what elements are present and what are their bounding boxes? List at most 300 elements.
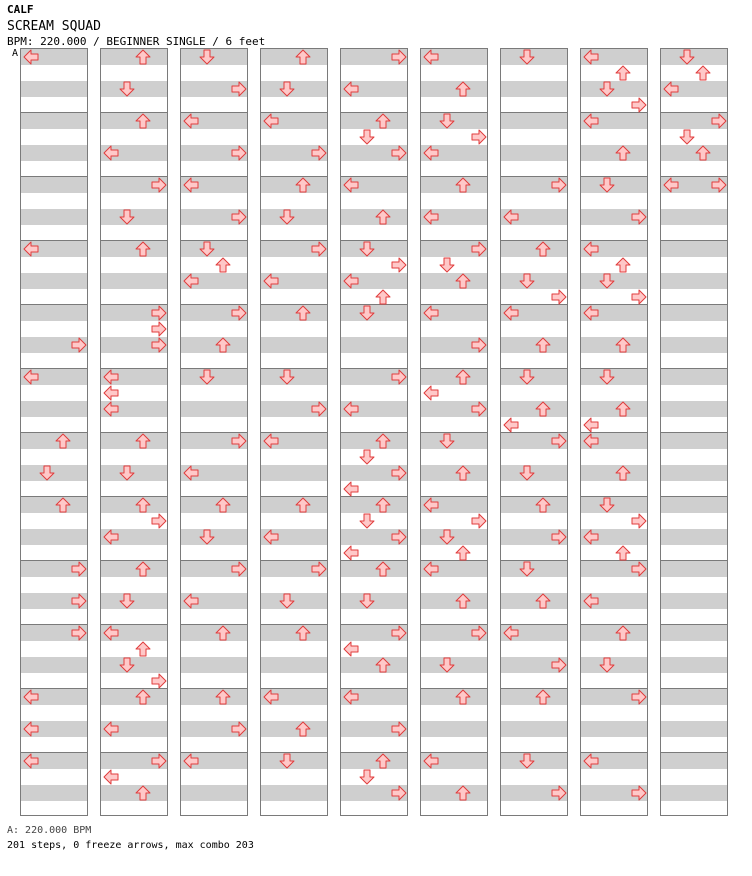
down-arrow-icon xyxy=(439,529,455,545)
left-arrow-icon xyxy=(423,209,439,225)
right-arrow-icon xyxy=(391,721,407,737)
left-arrow-icon xyxy=(183,113,199,129)
right-arrow-icon xyxy=(391,625,407,641)
step-stats: 201 steps, 0 freeze arrows, max combo 203 xyxy=(7,840,254,851)
up-arrow-icon xyxy=(615,465,631,481)
down-arrow-icon xyxy=(199,49,215,65)
up-arrow-icon xyxy=(455,465,471,481)
beat-stripe xyxy=(341,657,407,673)
down-arrow-icon xyxy=(199,369,215,385)
beat-stripe xyxy=(181,657,247,673)
measure-line xyxy=(101,240,167,241)
down-arrow-icon xyxy=(519,465,535,481)
measure-line xyxy=(661,560,727,561)
down-arrow-icon xyxy=(119,465,135,481)
left-arrow-icon xyxy=(583,529,599,545)
up-arrow-icon xyxy=(615,401,631,417)
beat-stripe xyxy=(101,241,167,257)
left-arrow-icon xyxy=(23,689,39,705)
right-arrow-icon xyxy=(151,673,167,689)
measure-line xyxy=(261,304,327,305)
measure-line xyxy=(181,496,247,497)
right-arrow-icon xyxy=(151,513,167,529)
right-arrow-icon xyxy=(471,401,487,417)
left-arrow-icon xyxy=(23,721,39,737)
left-arrow-icon xyxy=(423,49,439,65)
chart-column xyxy=(260,48,328,816)
up-arrow-icon xyxy=(295,497,311,513)
beat-stripe xyxy=(261,785,327,801)
up-arrow-icon xyxy=(455,593,471,609)
chart-column xyxy=(660,48,728,816)
down-arrow-icon xyxy=(599,81,615,97)
left-arrow-icon xyxy=(503,417,519,433)
left-arrow-icon xyxy=(103,529,119,545)
down-arrow-icon xyxy=(199,241,215,257)
right-arrow-icon xyxy=(471,241,487,257)
beat-stripe xyxy=(661,273,727,289)
bpm-change-marker: A xyxy=(12,48,19,59)
left-arrow-icon xyxy=(103,369,119,385)
down-arrow-icon xyxy=(359,129,375,145)
chart-column xyxy=(100,48,168,816)
measure-line xyxy=(341,752,407,753)
measure-line xyxy=(661,496,727,497)
up-arrow-icon xyxy=(375,497,391,513)
down-arrow-icon xyxy=(519,561,535,577)
left-arrow-icon xyxy=(23,753,39,769)
right-arrow-icon xyxy=(391,465,407,481)
measure-line xyxy=(341,432,407,433)
down-arrow-icon xyxy=(439,433,455,449)
chart-column xyxy=(180,48,248,816)
beat-stripe xyxy=(341,337,407,353)
up-arrow-icon xyxy=(375,289,391,305)
beat-stripe xyxy=(661,689,727,705)
beat-stripe xyxy=(421,689,487,705)
measure-line xyxy=(421,176,487,177)
beat-stripe xyxy=(21,81,87,97)
down-arrow-icon xyxy=(279,593,295,609)
down-arrow-icon xyxy=(359,769,375,785)
right-arrow-icon xyxy=(71,337,87,353)
beat-stripe xyxy=(661,593,727,609)
beat-stripe xyxy=(661,433,727,449)
beat-stripe xyxy=(581,625,647,641)
right-arrow-icon xyxy=(471,513,487,529)
measure-line xyxy=(101,496,167,497)
left-arrow-icon xyxy=(183,177,199,193)
chart-column xyxy=(20,48,88,816)
right-arrow-icon xyxy=(231,433,247,449)
right-arrow-icon xyxy=(631,561,647,577)
left-arrow-icon xyxy=(423,305,439,321)
right-arrow-icon xyxy=(151,305,167,321)
beat-stripe xyxy=(341,497,407,513)
up-arrow-icon xyxy=(375,657,391,673)
beat-stripe xyxy=(341,753,407,769)
beat-stripe xyxy=(661,785,727,801)
right-arrow-icon xyxy=(551,657,567,673)
measure-line xyxy=(661,432,727,433)
down-arrow-icon xyxy=(679,49,695,65)
beat-stripe xyxy=(101,433,167,449)
left-arrow-icon xyxy=(23,241,39,257)
beat-stripe xyxy=(21,113,87,129)
right-arrow-icon xyxy=(551,177,567,193)
measure-line xyxy=(261,624,327,625)
right-arrow-icon xyxy=(391,785,407,801)
beat-stripe xyxy=(21,273,87,289)
measure-line xyxy=(341,112,407,113)
beat-stripe xyxy=(181,785,247,801)
measure-line xyxy=(181,624,247,625)
beat-stripe xyxy=(661,497,727,513)
beat-stripe xyxy=(341,561,407,577)
beat-stripe xyxy=(501,721,567,737)
left-arrow-icon xyxy=(583,241,599,257)
beat-stripe xyxy=(21,785,87,801)
up-arrow-icon xyxy=(135,497,151,513)
beat-stripe xyxy=(501,497,567,513)
chart-column xyxy=(500,48,568,816)
down-arrow-icon xyxy=(279,209,295,225)
beat-stripe xyxy=(101,49,167,65)
up-arrow-icon xyxy=(615,145,631,161)
down-arrow-icon xyxy=(439,113,455,129)
up-arrow-icon xyxy=(295,721,311,737)
down-arrow-icon xyxy=(599,273,615,289)
measure-line xyxy=(101,112,167,113)
right-arrow-icon xyxy=(711,113,727,129)
left-arrow-icon xyxy=(503,625,519,641)
measure-line xyxy=(581,624,647,625)
measure-line xyxy=(661,368,727,369)
right-arrow-icon xyxy=(551,289,567,305)
up-arrow-icon xyxy=(135,433,151,449)
beat-stripe xyxy=(661,337,727,353)
beat-stripe xyxy=(181,401,247,417)
up-arrow-icon xyxy=(455,81,471,97)
beat-stripe xyxy=(21,657,87,673)
beat-stripe xyxy=(501,113,567,129)
measure-line xyxy=(661,624,727,625)
right-arrow-icon xyxy=(311,241,327,257)
measure-line xyxy=(661,752,727,753)
up-arrow-icon xyxy=(615,337,631,353)
measure-line xyxy=(421,368,487,369)
measure-line xyxy=(501,112,567,113)
beat-stripe xyxy=(181,689,247,705)
right-arrow-icon xyxy=(71,593,87,609)
right-arrow-icon xyxy=(551,785,567,801)
up-arrow-icon xyxy=(215,625,231,641)
beat-stripe xyxy=(421,273,487,289)
chart-info: BPM: 220.000 / BEGINNER SINGLE / 6 feet xyxy=(7,35,266,48)
beat-stripe xyxy=(661,561,727,577)
up-arrow-icon xyxy=(295,177,311,193)
beat-stripe xyxy=(501,401,567,417)
left-arrow-icon xyxy=(183,465,199,481)
right-arrow-icon xyxy=(151,753,167,769)
up-arrow-icon xyxy=(375,561,391,577)
up-arrow-icon xyxy=(375,433,391,449)
right-arrow-icon xyxy=(391,257,407,273)
left-arrow-icon xyxy=(583,305,599,321)
right-arrow-icon xyxy=(151,177,167,193)
beat-stripe xyxy=(261,625,327,641)
left-arrow-icon xyxy=(103,401,119,417)
left-arrow-icon xyxy=(663,81,679,97)
right-arrow-icon xyxy=(711,177,727,193)
left-arrow-icon xyxy=(103,145,119,161)
right-arrow-icon xyxy=(231,81,247,97)
up-arrow-icon xyxy=(55,433,71,449)
left-arrow-icon xyxy=(343,689,359,705)
down-arrow-icon xyxy=(359,305,375,321)
left-arrow-icon xyxy=(423,385,439,401)
beat-stripe xyxy=(661,529,727,545)
left-arrow-icon xyxy=(583,417,599,433)
down-arrow-icon xyxy=(519,273,535,289)
beat-stripe xyxy=(501,241,567,257)
beat-stripe xyxy=(581,401,647,417)
right-arrow-icon xyxy=(391,49,407,65)
up-arrow-icon xyxy=(135,241,151,257)
left-arrow-icon xyxy=(183,273,199,289)
up-arrow-icon xyxy=(535,593,551,609)
beat-stripe xyxy=(661,369,727,385)
up-arrow-icon xyxy=(215,337,231,353)
beat-stripe xyxy=(21,209,87,225)
left-arrow-icon xyxy=(343,81,359,97)
left-arrow-icon xyxy=(103,625,119,641)
beat-stripe xyxy=(661,753,727,769)
left-arrow-icon xyxy=(103,721,119,737)
right-arrow-icon xyxy=(471,625,487,641)
beat-stripe xyxy=(101,497,167,513)
down-arrow-icon xyxy=(359,513,375,529)
beat-stripe xyxy=(181,625,247,641)
up-arrow-icon xyxy=(535,337,551,353)
right-arrow-icon xyxy=(311,145,327,161)
left-arrow-icon xyxy=(23,369,39,385)
measure-line xyxy=(661,240,727,241)
right-arrow-icon xyxy=(151,321,167,337)
up-arrow-icon xyxy=(615,257,631,273)
beat-stripe xyxy=(261,657,327,673)
left-arrow-icon xyxy=(423,145,439,161)
beat-stripe xyxy=(341,433,407,449)
beat-stripe xyxy=(421,369,487,385)
right-arrow-icon xyxy=(231,721,247,737)
beat-stripe xyxy=(581,721,647,737)
chart-column xyxy=(580,48,648,816)
down-arrow-icon xyxy=(439,657,455,673)
down-arrow-icon xyxy=(119,209,135,225)
up-arrow-icon xyxy=(375,753,391,769)
up-arrow-icon xyxy=(375,113,391,129)
right-arrow-icon xyxy=(631,785,647,801)
beat-stripe xyxy=(21,497,87,513)
beat-stripe xyxy=(501,689,567,705)
left-arrow-icon xyxy=(263,113,279,129)
right-arrow-icon xyxy=(551,433,567,449)
up-arrow-icon xyxy=(135,49,151,65)
up-arrow-icon xyxy=(295,49,311,65)
left-arrow-icon xyxy=(343,545,359,561)
beat-stripe xyxy=(21,433,87,449)
beat-stripe xyxy=(21,177,87,193)
up-arrow-icon xyxy=(135,641,151,657)
left-arrow-icon xyxy=(423,497,439,513)
beat-stripe xyxy=(261,177,327,193)
beat-stripe xyxy=(101,561,167,577)
beat-stripe xyxy=(261,49,327,65)
up-arrow-icon xyxy=(695,145,711,161)
down-arrow-icon xyxy=(599,369,615,385)
up-arrow-icon xyxy=(295,625,311,641)
left-arrow-icon xyxy=(663,177,679,193)
right-arrow-icon xyxy=(631,97,647,113)
beat-stripe xyxy=(421,593,487,609)
left-arrow-icon xyxy=(583,49,599,65)
right-arrow-icon xyxy=(311,401,327,417)
right-arrow-icon xyxy=(631,289,647,305)
down-arrow-icon xyxy=(119,657,135,673)
left-arrow-icon xyxy=(503,305,519,321)
left-arrow-icon xyxy=(583,753,599,769)
beat-stripe xyxy=(581,145,647,161)
up-arrow-icon xyxy=(135,785,151,801)
beat-stripe xyxy=(21,145,87,161)
right-arrow-icon xyxy=(391,369,407,385)
up-arrow-icon xyxy=(375,209,391,225)
left-arrow-icon xyxy=(343,481,359,497)
right-arrow-icon xyxy=(631,209,647,225)
up-arrow-icon xyxy=(615,545,631,561)
measure-line xyxy=(261,176,327,177)
left-arrow-icon xyxy=(343,177,359,193)
beat-stripe xyxy=(261,337,327,353)
down-arrow-icon xyxy=(119,593,135,609)
up-arrow-icon xyxy=(615,625,631,641)
up-arrow-icon xyxy=(535,689,551,705)
beat-stripe xyxy=(261,305,327,321)
measure-line xyxy=(501,240,567,241)
beat-stripe xyxy=(661,625,727,641)
beat-stripe xyxy=(581,337,647,353)
right-arrow-icon xyxy=(231,145,247,161)
up-arrow-icon xyxy=(535,401,551,417)
down-arrow-icon xyxy=(279,369,295,385)
left-arrow-icon xyxy=(423,753,439,769)
measure-line xyxy=(421,688,487,689)
beat-stripe xyxy=(21,401,87,417)
beat-stripe xyxy=(261,497,327,513)
up-arrow-icon xyxy=(455,545,471,561)
measure-line xyxy=(21,112,87,113)
down-arrow-icon xyxy=(359,449,375,465)
beat-stripe xyxy=(101,273,167,289)
down-arrow-icon xyxy=(519,753,535,769)
beat-stripe xyxy=(261,465,327,481)
down-arrow-icon xyxy=(359,241,375,257)
beat-stripe xyxy=(661,145,727,161)
right-arrow-icon xyxy=(311,561,327,577)
left-arrow-icon xyxy=(263,433,279,449)
measure-line xyxy=(181,688,247,689)
up-arrow-icon xyxy=(215,497,231,513)
beat-stripe xyxy=(421,177,487,193)
left-arrow-icon xyxy=(183,593,199,609)
beat-stripe xyxy=(661,209,727,225)
beat-stripe xyxy=(581,465,647,481)
beat-stripe xyxy=(661,241,727,257)
beat-stripe xyxy=(181,337,247,353)
beat-stripe xyxy=(501,81,567,97)
left-arrow-icon xyxy=(23,49,39,65)
left-arrow-icon xyxy=(583,113,599,129)
left-arrow-icon xyxy=(343,401,359,417)
measure-line xyxy=(21,304,87,305)
up-arrow-icon xyxy=(135,113,151,129)
left-arrow-icon xyxy=(503,209,519,225)
measure-line xyxy=(101,432,167,433)
left-arrow-icon xyxy=(583,433,599,449)
measure-line xyxy=(661,688,727,689)
left-arrow-icon xyxy=(343,273,359,289)
beat-stripe xyxy=(661,721,727,737)
left-arrow-icon xyxy=(263,273,279,289)
right-arrow-icon xyxy=(391,145,407,161)
beat-stripe xyxy=(661,657,727,673)
right-arrow-icon xyxy=(471,129,487,145)
left-arrow-icon xyxy=(263,689,279,705)
up-arrow-icon xyxy=(455,785,471,801)
measure-line xyxy=(21,496,87,497)
up-arrow-icon xyxy=(295,305,311,321)
beat-stripe xyxy=(341,113,407,129)
up-arrow-icon xyxy=(135,561,151,577)
measure-line xyxy=(21,176,87,177)
right-arrow-icon xyxy=(471,337,487,353)
beat-stripe xyxy=(501,593,567,609)
up-arrow-icon xyxy=(615,65,631,81)
down-arrow-icon xyxy=(279,753,295,769)
down-arrow-icon xyxy=(599,497,615,513)
up-arrow-icon xyxy=(535,497,551,513)
beat-stripe xyxy=(181,497,247,513)
left-arrow-icon xyxy=(423,561,439,577)
beat-stripe xyxy=(341,209,407,225)
down-arrow-icon xyxy=(519,369,535,385)
beat-stripe xyxy=(21,305,87,321)
measure-line xyxy=(261,496,327,497)
beat-stripe xyxy=(101,785,167,801)
right-arrow-icon xyxy=(631,689,647,705)
up-arrow-icon xyxy=(535,241,551,257)
up-arrow-icon xyxy=(455,177,471,193)
right-arrow-icon xyxy=(631,513,647,529)
left-arrow-icon xyxy=(343,641,359,657)
down-arrow-icon xyxy=(599,177,615,193)
artist-name: CALF xyxy=(7,3,34,16)
right-arrow-icon xyxy=(231,209,247,225)
left-arrow-icon xyxy=(263,529,279,545)
up-arrow-icon xyxy=(215,689,231,705)
down-arrow-icon xyxy=(39,465,55,481)
